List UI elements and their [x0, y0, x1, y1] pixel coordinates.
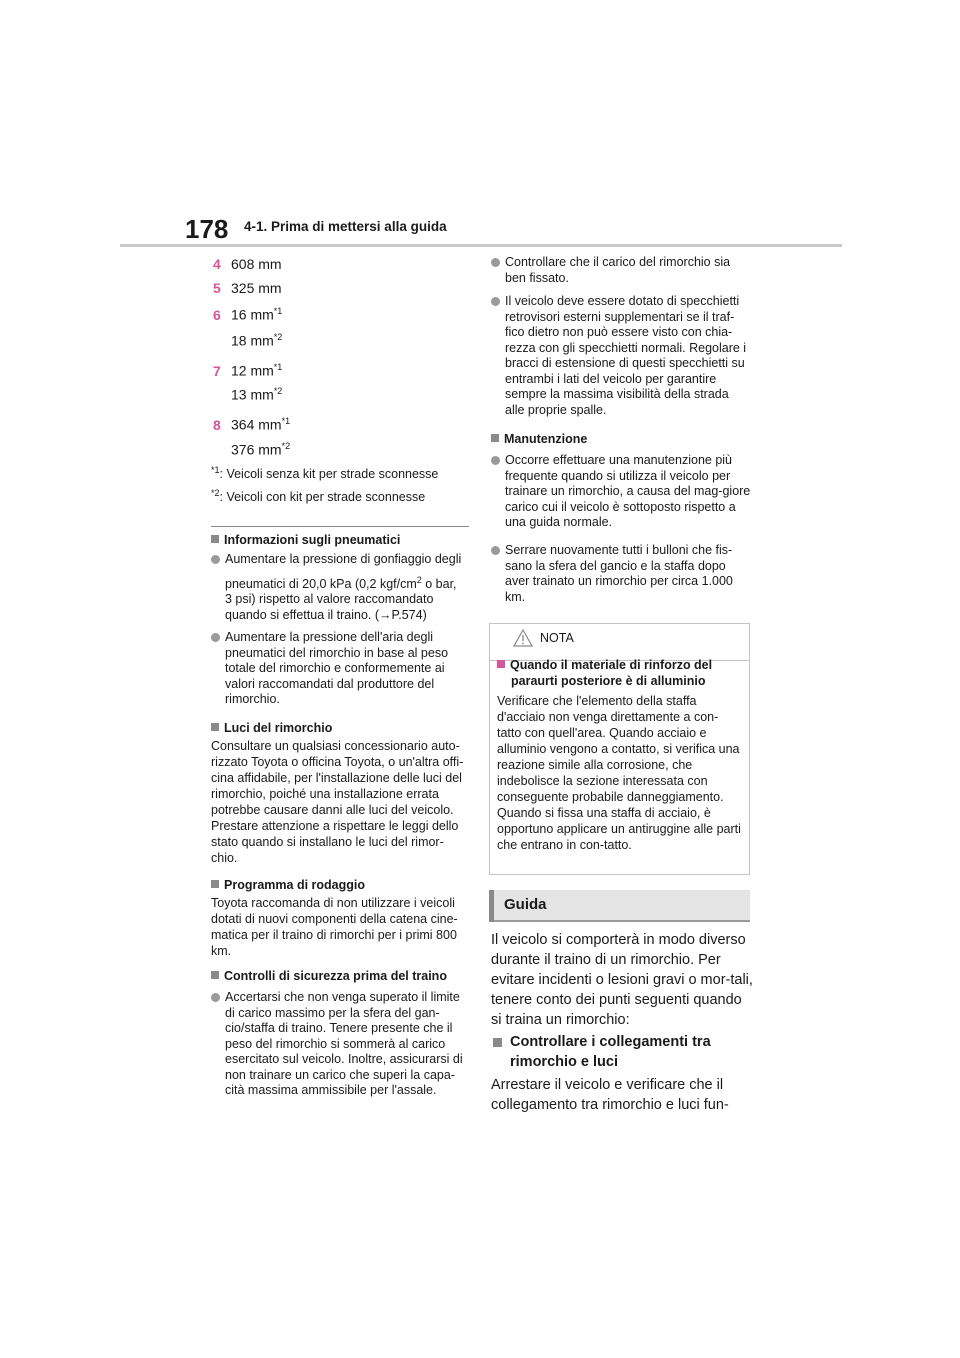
subsection-heading: Controllare i collegamenti tra rimorchio e luci — [491, 1032, 760, 1072]
dimension-value: 364 mm — [231, 416, 282, 433]
bullet-item: Accertarsi che non venga superato il limite di carico massimo per la sfera del gan-cio/staffa di traino. Tenere presente che il peso del rimorchio si sommerà al carico esercitato sul veicolo. Inoltre, assicurarsi di non trainare un carico che superi la capa-cità massima ammissibile per l'assale. — [211, 990, 471, 1099]
square-bullet-icon — [497, 660, 505, 668]
footnote-mark: *1 — [211, 465, 220, 475]
round-bullet-icon — [211, 993, 220, 1002]
square-bullet-icon — [211, 723, 219, 731]
square-bullet-icon — [493, 1038, 502, 1047]
dimension-value: 13 mm — [231, 386, 274, 403]
dimension-value: 16 mm — [231, 306, 274, 323]
section-divider — [211, 526, 469, 527]
bullet-item: Serrare nuovamente tutti i bulloni che fis-sano la sfera del gancio e la staffa dopo aver trainato un rimorchio per circa 1.000 km. — [491, 543, 751, 605]
round-bullet-icon — [491, 456, 500, 465]
dimension-number: 7 — [213, 362, 221, 379]
dimension-value: 608 mm — [231, 256, 282, 272]
footnote-mark: *2 — [211, 488, 220, 498]
note-label: NOTA — [540, 631, 574, 645]
subsection-heading: Programma di rodaggio — [211, 877, 471, 893]
dimension-item — [213, 306, 282, 323]
dimension-item — [231, 332, 282, 349]
dimension-item — [213, 362, 282, 379]
dimension-item — [231, 441, 290, 458]
round-bullet-icon — [491, 258, 500, 267]
section-heading: Guida — [504, 896, 547, 913]
bullet-item: Controllare che il carico del rimorchio sia ben fissato. — [491, 255, 751, 286]
round-bullet-icon — [491, 546, 500, 555]
paragraph: Toyota raccomanda di non utilizzare i veicoli dotati di nuovi componenti della catena cine-matica per il traino di rimorchi per i primi 800 km. — [211, 896, 458, 958]
paragraph: Consultare un qualsiasi concessionario auto-rizzato Toyota o officina Toyota, o un'altra offi-cina affidabile, per l'installazione delle luci del rimorchio, poiché una installazione errata potrebbe causare danni alle luci del veicolo. Prestare attenzione a rispettare le leggi dello stato quando si installano le luci del rimor-chio. — [211, 739, 464, 865]
round-bullet-icon — [211, 555, 220, 564]
page-number: 178 — [185, 214, 229, 244]
header-divider — [120, 244, 842, 247]
section-title: 4-1. Prima di mettersi alla guida — [244, 219, 447, 234]
footnote-ref: *1 — [281, 416, 291, 426]
dimension-value: 18 mm — [231, 332, 274, 349]
footnote-ref: *2 — [273, 332, 283, 342]
round-bullet-icon — [491, 297, 500, 306]
footnote-ref: *1 — [273, 306, 283, 316]
subsection-heading: Manutenzione — [491, 431, 751, 447]
dimension-item — [231, 386, 282, 403]
heading-accent — [489, 890, 494, 922]
dimension-value: 376 mm — [231, 441, 282, 458]
paragraph: Arrestare il veicolo e verificare che il collegamento tra rimorchio e luci fun- — [491, 1077, 729, 1113]
dimension-item — [213, 280, 282, 296]
footnote-ref: *2 — [273, 386, 283, 396]
dimension-value: 325 mm — [231, 280, 282, 296]
dimension-item — [213, 416, 290, 433]
round-bullet-icon — [211, 633, 220, 642]
dimension-number: 5 — [213, 280, 221, 296]
footnote-ref: *2 — [281, 441, 291, 451]
bullet-item: Aumentare la pressione dell'aria degli pneumatici del rimorchio in base al peso totale del rimorchio e conformemente ai valori raccomandati dal produttore del rimorchio. — [211, 630, 471, 708]
footnote — [211, 488, 425, 504]
square-bullet-icon — [211, 880, 219, 888]
footnote-ref: *1 — [273, 362, 283, 372]
dimension-number: 6 — [213, 306, 221, 323]
bullet-item: Il veicolo deve essere dotato di specchietti retrovisori esterni supplementari se il traf-fico dietro non può essere visto con chia-rezza con gli specchietti normali. Regolare i bracci di estensione di questi specchietti su entrambi i lati del veicolo per garantire sempre la massima visibilità della strada alle proprie spalle. — [491, 294, 751, 418]
dimension-number: 4 — [213, 256, 221, 272]
bullet-item: Aumentare la pressione di gonfiaggio degli pneumatici di 20,0 kPa (0,2 kgf/$cm^2$ o bar, 3 psi) rispetto al valore raccomandato quando si effettua il traino. (→P.574) — [211, 552, 471, 623]
subsection-heading: Controlli di sicurezza prima del traino — [211, 968, 471, 984]
footnote-text: : Veicoli con kit per strade sconnesse — [219, 490, 426, 505]
note-heading: Quando il materiale di rinforzo del paraurti posteriore è di alluminio — [497, 657, 751, 689]
square-bullet-icon — [211, 535, 219, 543]
square-bullet-icon — [491, 434, 499, 442]
footnote-text: : Veicoli senza kit per strade sconnesse — [219, 467, 439, 482]
subsection-heading: Informazioni sugli pneumatici — [211, 532, 471, 548]
square-bullet-icon — [211, 971, 219, 979]
note-text: Verificare che l'elemento della staffa d'acciaio non venga direttamente a con-tatto con quell'area. Quando acciaio e alluminio vengono a contatto, si verifica una reazione simile alla corrosione, che indebolisce la sezione interessata con conseguente probabile danneggiamento. Quando si fissa una staffa di acciaio, è opportuno applicare un antiruggine alle parti che entrano in con-tatto. — [497, 694, 741, 852]
footnote — [211, 465, 438, 481]
dimension-value: 12 mm — [231, 362, 274, 379]
subsection-heading: Luci del rimorchio — [211, 720, 471, 736]
dimension-item — [213, 256, 282, 272]
paragraph: Il veicolo si comporterà in modo diverso durante il traino di un rimorchio. Per evitare incidenti o lesioni gravi o mor-tali, tenere conto dei punti seguenti quando si traina un rimorchio: — [491, 932, 753, 1028]
dimension-number: 8 — [213, 416, 221, 433]
warning-icon — [513, 629, 533, 647]
bullet-item: Occorre effettuare una manutenzione più frequente quando si utilizza il veicolo per trainare un rimorchio, a causa del mag-giore carico cui il veicolo è sottoposto rispetto a una guida normale. — [491, 453, 751, 531]
